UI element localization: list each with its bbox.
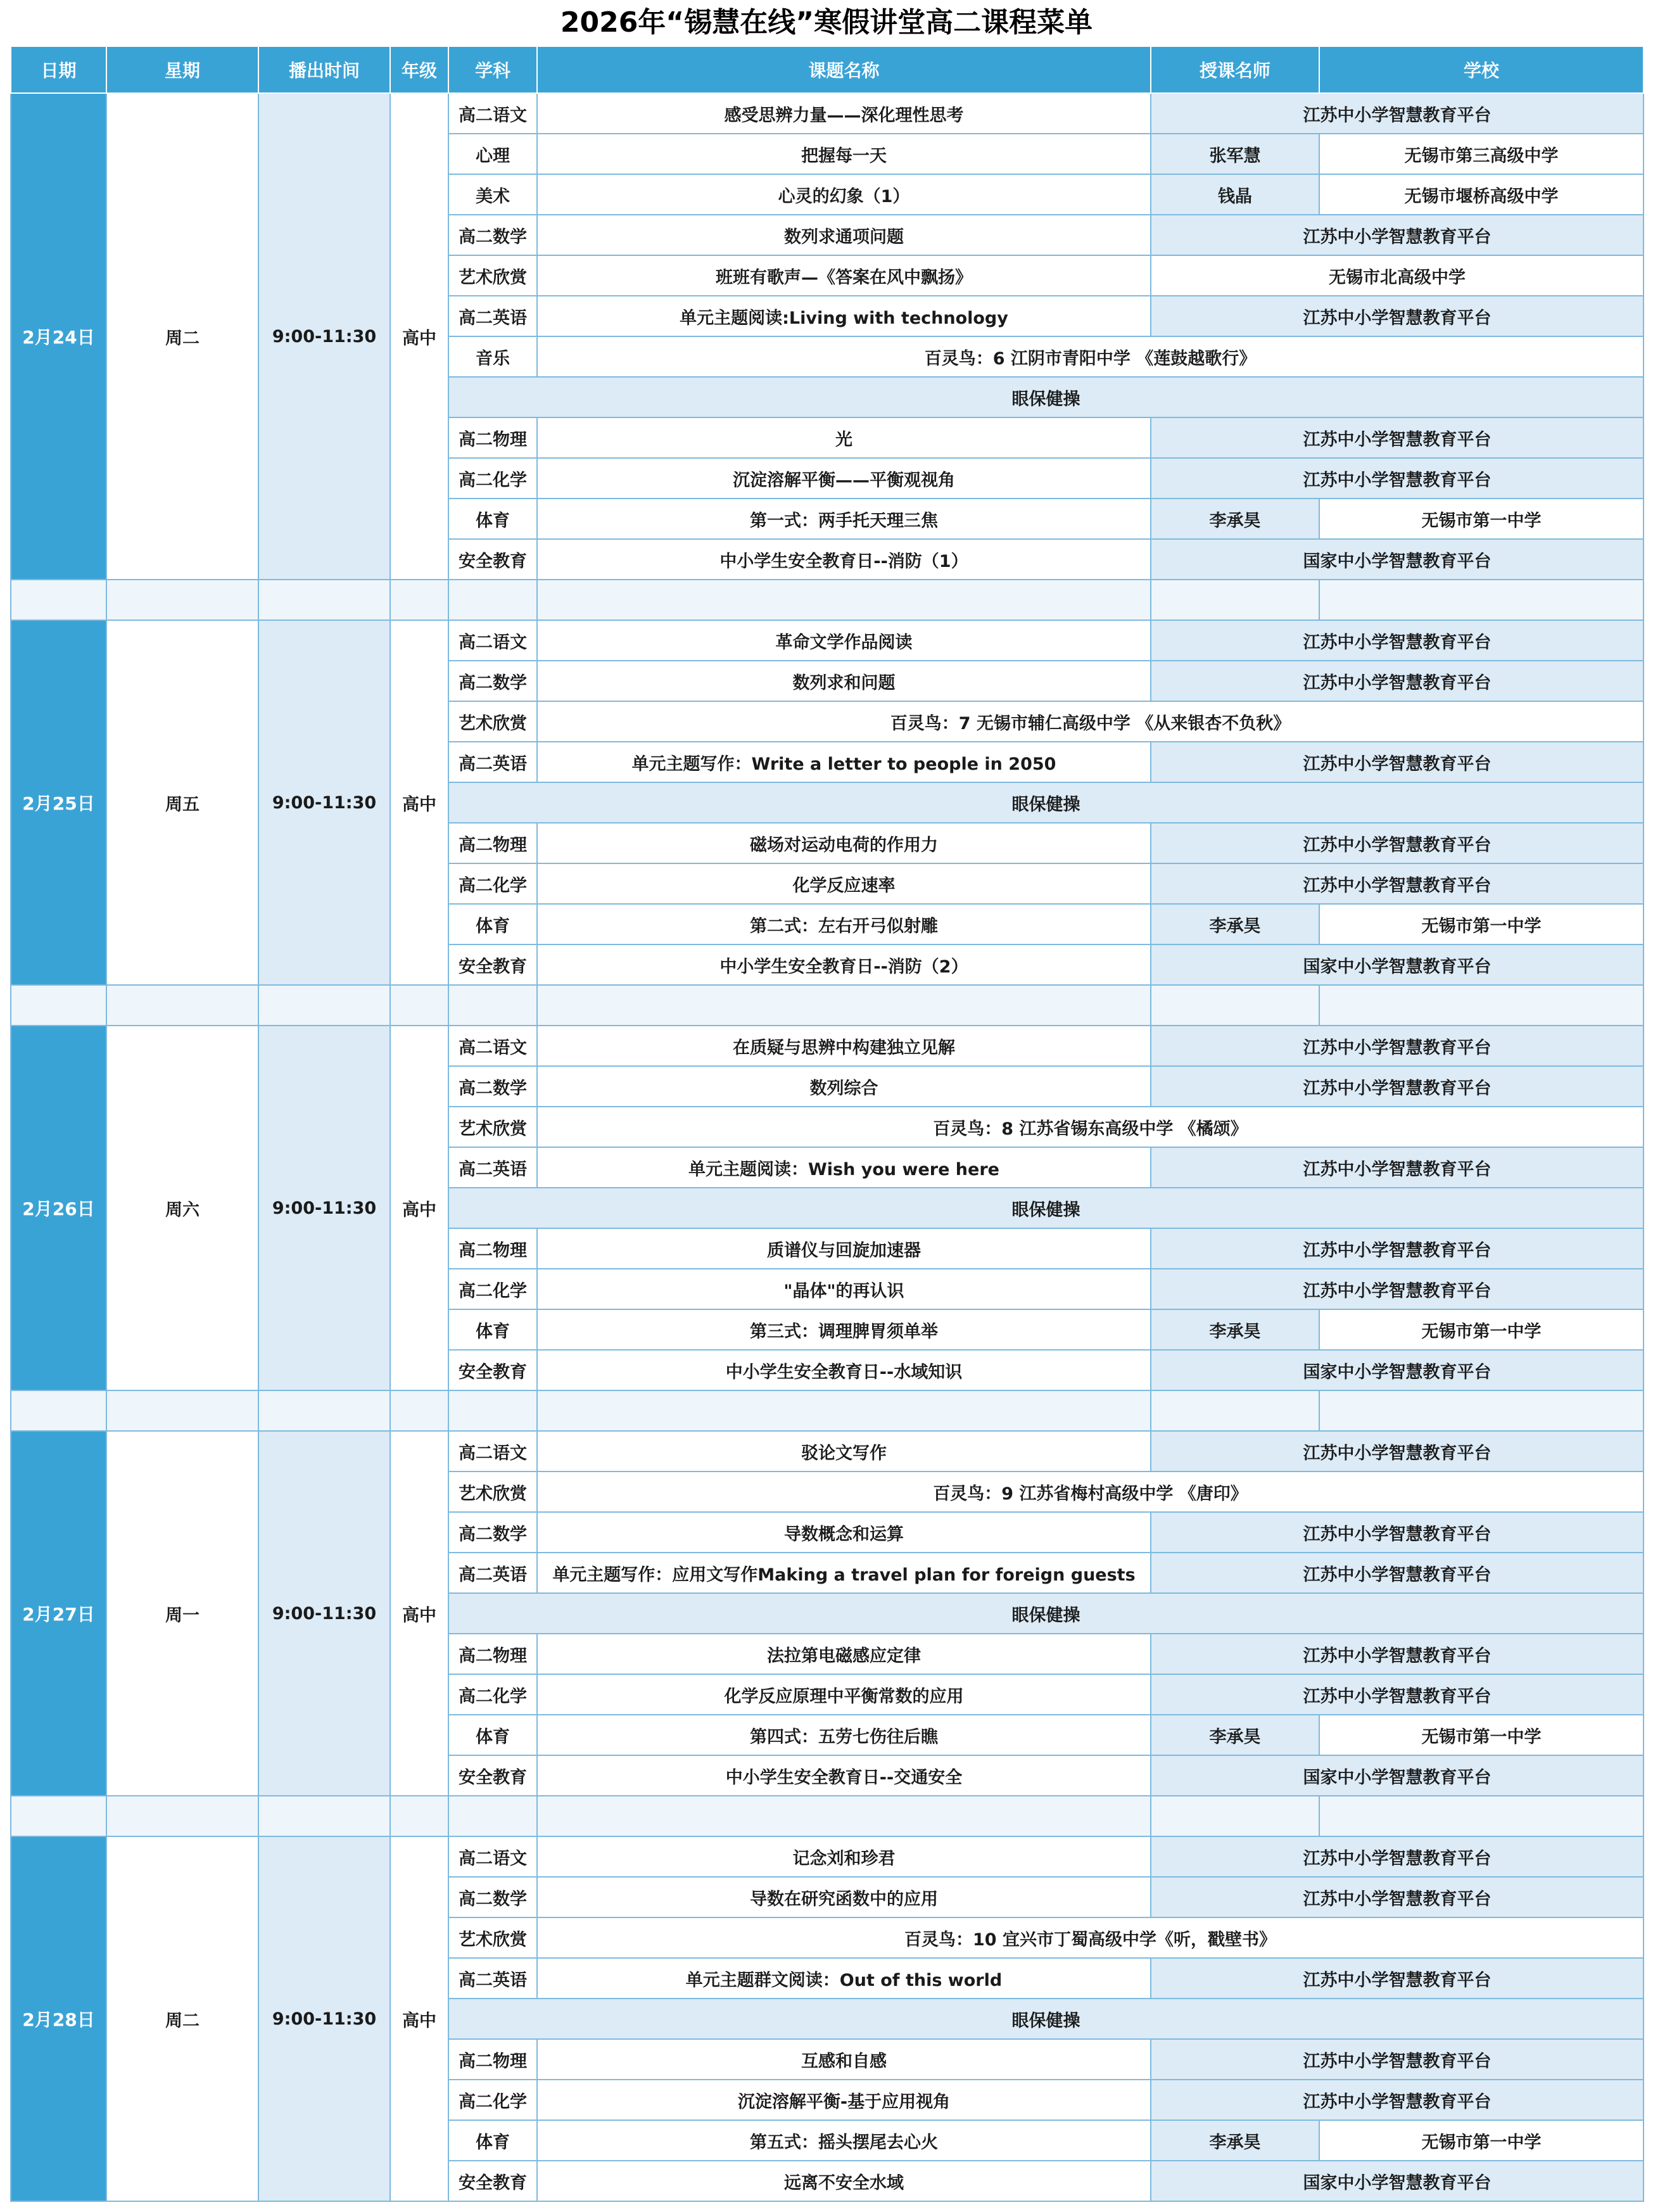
school-cell: 无锡市第一中学 [1319,1309,1644,1350]
separator-cell [390,1390,448,1431]
topic-cell: 化学反应速率 [537,863,1151,904]
teacher-cell: 张军慧 [1151,134,1319,174]
table-row [11,1836,1644,1877]
separator-cell [448,1796,537,1836]
topic-cell: 记念刘和珍君 [537,1836,1151,1877]
subject-cell: 高二语文 [448,93,537,134]
topic-cell: 第五式：摇头摆尾去心火 [537,2120,1151,2161]
teacher-cell: 李承昊 [1151,904,1319,944]
topic-cell: 在质疑与思辨中构建独立见解 [537,1026,1151,1066]
topic-cell: 单元主题群文阅读：Out of this world [537,1958,1151,1999]
day-weekday: 周一 [106,1431,258,1796]
header-topic: 课题名称 [537,46,1151,93]
topic-cell: 驳论文写作 [537,1431,1151,1471]
subject-cell: 艺术欣赏 [448,1471,537,1512]
school-cell: 江苏中小学智慧教育平台 [1151,1066,1644,1107]
separator-cell [537,580,1151,620]
topic-cell: 心灵的幻象（1） [537,174,1151,215]
topic-cell: 中小学生安全教育日--消防（2） [537,944,1151,985]
separator-cell [106,1796,258,1836]
subject-cell: 高二英语 [448,742,537,782]
school-cell: 无锡市第一中学 [1319,499,1644,539]
separator-cell [11,1796,106,1836]
topic-cell: 沉淀溶解平衡-基于应用视角 [537,2080,1151,2120]
school-cell: 江苏中小学智慧教育平台 [1151,661,1644,701]
subject-cell: 安全教育 [448,1755,537,1796]
eye-exercise-cell: 眼保健操 [448,377,1644,417]
subject-cell: 体育 [448,2120,537,2161]
school-cell: 江苏中小学智慧教育平台 [1151,1512,1644,1553]
topic-cell: 质谱仪与回旋加速器 [537,1228,1151,1269]
subject-cell: 高二化学 [448,863,537,904]
school-cell: 江苏中小学智慧教育平台 [1151,1147,1644,1188]
subject-cell: 安全教育 [448,2161,537,2201]
topic-cell: 化学反应原理中平衡常数的应用 [537,1674,1151,1715]
day-date: 2月28日 [11,1836,106,2201]
school-cell: 无锡市第一中学 [1319,1715,1644,1755]
school-cell: 江苏中小学智慧教育平台 [1151,93,1644,134]
separator-cell [258,985,390,1026]
separator-cell [258,1796,390,1836]
school-cell: 江苏中小学智慧教育平台 [1151,1958,1644,1999]
subject-cell: 心理 [448,134,537,174]
separator-cell [1151,985,1319,1026]
separator-cell [537,1796,1151,1836]
topic-cell: 第二式：左右开弓似射雕 [537,904,1151,944]
school-cell: 江苏中小学智慧教育平台 [1151,823,1644,863]
school-cell: 江苏中小学智慧教育平台 [1151,2080,1644,2120]
separator-cell [258,1390,390,1431]
subject-cell: 高二英语 [448,296,537,336]
school-cell: 江苏中小学智慧教育平台 [1151,742,1644,782]
topic-cell: 第四式：五劳七伤往后瞧 [537,1715,1151,1755]
merged-program-cell: 百灵鸟：10 宜兴市丁蜀高级中学《听，戳壁书》 [537,1917,1644,1958]
subject-cell: 高二数学 [448,661,537,701]
topic-cell: 中小学生安全教育日--消防（1） [537,539,1151,580]
subject-cell: 高二数学 [448,1512,537,1553]
separator-cell [1151,580,1319,620]
day-grade: 高中 [390,1431,448,1796]
separator-cell [106,985,258,1026]
school-cell: 无锡市堰桥高级中学 [1319,174,1644,215]
separator-cell [537,1390,1151,1431]
separator-cell [1151,1390,1319,1431]
subject-cell: 安全教育 [448,1350,537,1390]
subject-cell: 高二化学 [448,1269,537,1309]
day-weekday: 周二 [106,1836,258,2201]
subject-cell: 艺术欣赏 [448,1917,537,1958]
subject-cell: 高二英语 [448,1553,537,1593]
school-cell: 国家中小学智慧教育平台 [1151,944,1644,985]
school-cell: 国家中小学智慧教育平台 [1151,1350,1644,1390]
day-time: 9:00-11:30 [258,1026,390,1390]
day-weekday: 周六 [106,1026,258,1390]
subject-cell: 艺术欣赏 [448,1107,537,1147]
separator-cell [537,985,1151,1026]
subject-cell: 体育 [448,1715,537,1755]
separator-cell [1151,1796,1319,1836]
subject-cell: 高二英语 [448,1147,537,1188]
day-date: 2月24日 [11,93,106,580]
subject-cell: 高二数学 [448,1877,537,1917]
eye-exercise-cell: 眼保健操 [448,782,1644,823]
eye-exercise-cell: 眼保健操 [448,1188,1644,1228]
separator-cell [390,580,448,620]
separator-cell [390,985,448,1026]
topic-cell: 数列求和问题 [537,661,1151,701]
topic-cell: 把握每一天 [537,134,1151,174]
separator-cell [448,580,537,620]
teacher-cell: 钱晶 [1151,174,1319,215]
eye-exercise-cell: 眼保健操 [448,1999,1644,2039]
separator-cell [1319,1796,1644,1836]
topic-cell: 导数概念和运算 [537,1512,1151,1553]
day-time: 9:00-11:30 [258,93,390,580]
separator-cell [390,1796,448,1836]
table-row [11,1026,1644,1066]
topic-cell: 单元主题写作：Write a letter to people in 2050 [537,742,1151,782]
teacher-cell: 李承昊 [1151,499,1319,539]
teacher-cell: 李承昊 [1151,1309,1319,1350]
header-subject: 学科 [448,46,537,93]
separator-cell [1319,985,1644,1026]
day-weekday: 周五 [106,620,258,985]
school-cell: 江苏中小学智慧教育平台 [1151,1269,1644,1309]
topic-cell: 中小学生安全教育日--水域知识 [537,1350,1151,1390]
subject-cell: 高二数学 [448,215,537,255]
schedule-body [11,93,1644,2201]
subject-cell: 高二语文 [448,620,537,661]
separator-cell [11,1390,106,1431]
separator-cell [106,580,258,620]
topic-cell: 革命文学作品阅读 [537,620,1151,661]
subject-cell: 艺术欣赏 [448,255,537,296]
header-teacher: 授课名师 [1151,46,1319,93]
separator-cell [448,985,537,1026]
subject-cell: 体育 [448,904,537,944]
subject-cell: 高二物理 [448,1228,537,1269]
header-weekday: 星期 [106,46,258,93]
teacher-cell: 李承昊 [1151,1715,1319,1755]
separator-cell [106,1390,258,1431]
table-row [11,93,1644,134]
subject-cell: 安全教育 [448,944,537,985]
subject-cell: 安全教育 [448,539,537,580]
subject-cell: 高二语文 [448,1026,537,1066]
merged-program-cell: 百灵鸟：8 江苏省锡东高级中学 《橘颂》 [537,1107,1644,1147]
day-separator-row [11,985,1644,1026]
school-cell: 江苏中小学智慧教育平台 [1151,1228,1644,1269]
topic-cell: 导数在研究函数中的应用 [537,1877,1151,1917]
header-school: 学校 [1319,46,1644,93]
subject-cell: 美术 [448,174,537,215]
day-separator-row [11,580,1644,620]
day-time: 9:00-11:30 [258,1431,390,1796]
day-time: 9:00-11:30 [258,1836,390,2201]
school-cell: 江苏中小学智慧教育平台 [1151,1431,1644,1471]
subject-cell: 高二物理 [448,823,537,863]
page-title: 2026年“锡慧在线”寒假讲堂高二课程菜单 [560,6,1093,39]
schedule-table [10,46,1644,2202]
header-time: 播出时间 [258,46,390,93]
school-cell: 江苏中小学智慧教育平台 [1151,1553,1644,1593]
table-row [11,1431,1644,1471]
day-date: 2月25日 [11,620,106,985]
subject-cell: 体育 [448,499,537,539]
school-cell: 江苏中小学智慧教育平台 [1151,1877,1644,1917]
school-cell: 国家中小学智慧教育平台 [1151,2161,1644,2201]
topic-cell: 法拉第电磁感应定律 [537,1634,1151,1674]
school-cell: 江苏中小学智慧教育平台 [1151,296,1644,336]
topic-cell: 单元主题阅读：Wish you were here [537,1147,1151,1188]
header-row [11,46,1644,93]
topic-cell: 中小学生安全教育日--交通安全 [537,1755,1151,1796]
school-cell: 江苏中小学智慧教育平台 [1151,863,1644,904]
school-cell: 江苏中小学智慧教育平台 [1151,215,1644,255]
school-cell: 江苏中小学智慧教育平台 [1151,2039,1644,2080]
topic-cell: 数列综合 [537,1066,1151,1107]
school-cell: 国家中小学智慧教育平台 [1151,539,1644,580]
topic-cell: 感受思辨力量——深化理性思考 [537,93,1151,134]
topic-cell: 远离不安全水域 [537,2161,1151,2201]
subject-cell: 高二物理 [448,2039,537,2080]
separator-cell [448,1390,537,1431]
subject-cell: 高二语文 [448,1431,537,1471]
topic-cell: 光 [537,417,1151,458]
school-cell: 江苏中小学智慧教育平台 [1151,1674,1644,1715]
separator-cell [11,580,106,620]
school-cell: 无锡市第三高级中学 [1319,134,1644,174]
merged-program-cell: 百灵鸟：7 无锡市辅仁高级中学 《从来银杏不负秋》 [537,701,1644,742]
school-cell: 国家中小学智慧教育平台 [1151,1755,1644,1796]
separator-cell [11,985,106,1026]
school-cell: 无锡市北高级中学 [1151,255,1644,296]
subject-cell: 艺术欣赏 [448,701,537,742]
teacher-cell: 李承昊 [1151,2120,1319,2161]
eye-exercise-cell: 眼保健操 [448,1593,1644,1634]
topic-cell: 单元主题阅读:Living with technology [537,296,1151,336]
subject-cell: 高二数学 [448,1066,537,1107]
subject-cell: 高二化学 [448,1674,537,1715]
day-separator-row [11,1390,1644,1431]
day-grade: 高中 [390,93,448,580]
topic-cell: 沉淀溶解平衡——平衡观视角 [537,458,1151,499]
topic-cell: 互感和自感 [537,2039,1151,2080]
school-cell: 无锡市第一中学 [1319,2120,1644,2161]
subject-cell: 高二化学 [448,458,537,499]
school-cell: 江苏中小学智慧教育平台 [1151,1836,1644,1877]
separator-cell [258,580,390,620]
merged-program-cell: 百灵鸟：9 江苏省梅村高级中学 《唐印》 [537,1471,1644,1512]
topic-cell: 第一式：两手托天理三焦 [537,499,1151,539]
day-grade: 高中 [390,1026,448,1390]
merged-program-cell: 百灵鸟：6 江阴市青阳中学 《莲鼓越歌行》 [537,336,1644,377]
day-date: 2月27日 [11,1431,106,1796]
school-cell: 江苏中小学智慧教育平台 [1151,1634,1644,1674]
day-separator-row [11,1796,1644,1836]
subject-cell: 高二物理 [448,1634,537,1674]
day-grade: 高中 [390,1836,448,2201]
school-cell: 江苏中小学智慧教育平台 [1151,1026,1644,1066]
topic-cell: 第三式：调理脾胃须单举 [537,1309,1151,1350]
subject-cell: 高二语文 [448,1836,537,1877]
day-time: 9:00-11:30 [258,620,390,985]
topic-cell: 磁场对运动电荷的作用力 [537,823,1151,863]
school-cell: 江苏中小学智慧教育平台 [1151,417,1644,458]
topic-cell: 数列求通项问题 [537,215,1151,255]
header-date: 日期 [11,46,106,93]
topic-cell: 班班有歌声—《答案在风中飘扬》 [537,255,1151,296]
topic-cell: "晶体"的再认识 [537,1269,1151,1309]
table-row [11,620,1644,661]
day-weekday: 周二 [106,93,258,580]
header-grade: 年级 [390,46,448,93]
day-grade: 高中 [390,620,448,985]
separator-cell [1319,580,1644,620]
school-cell: 无锡市第一中学 [1319,904,1644,944]
subject-cell: 音乐 [448,336,537,377]
subject-cell: 体育 [448,1309,537,1350]
subject-cell: 高二英语 [448,1958,537,1999]
subject-cell: 高二物理 [448,417,537,458]
topic-cell: 单元主题写作：应用文写作Making a travel plan for foreign guests [537,1553,1151,1593]
school-cell: 江苏中小学智慧教育平台 [1151,458,1644,499]
separator-cell [1319,1390,1644,1431]
school-cell: 江苏中小学智慧教育平台 [1151,620,1644,661]
subject-cell: 高二化学 [448,2080,537,2120]
day-date: 2月26日 [11,1026,106,1390]
